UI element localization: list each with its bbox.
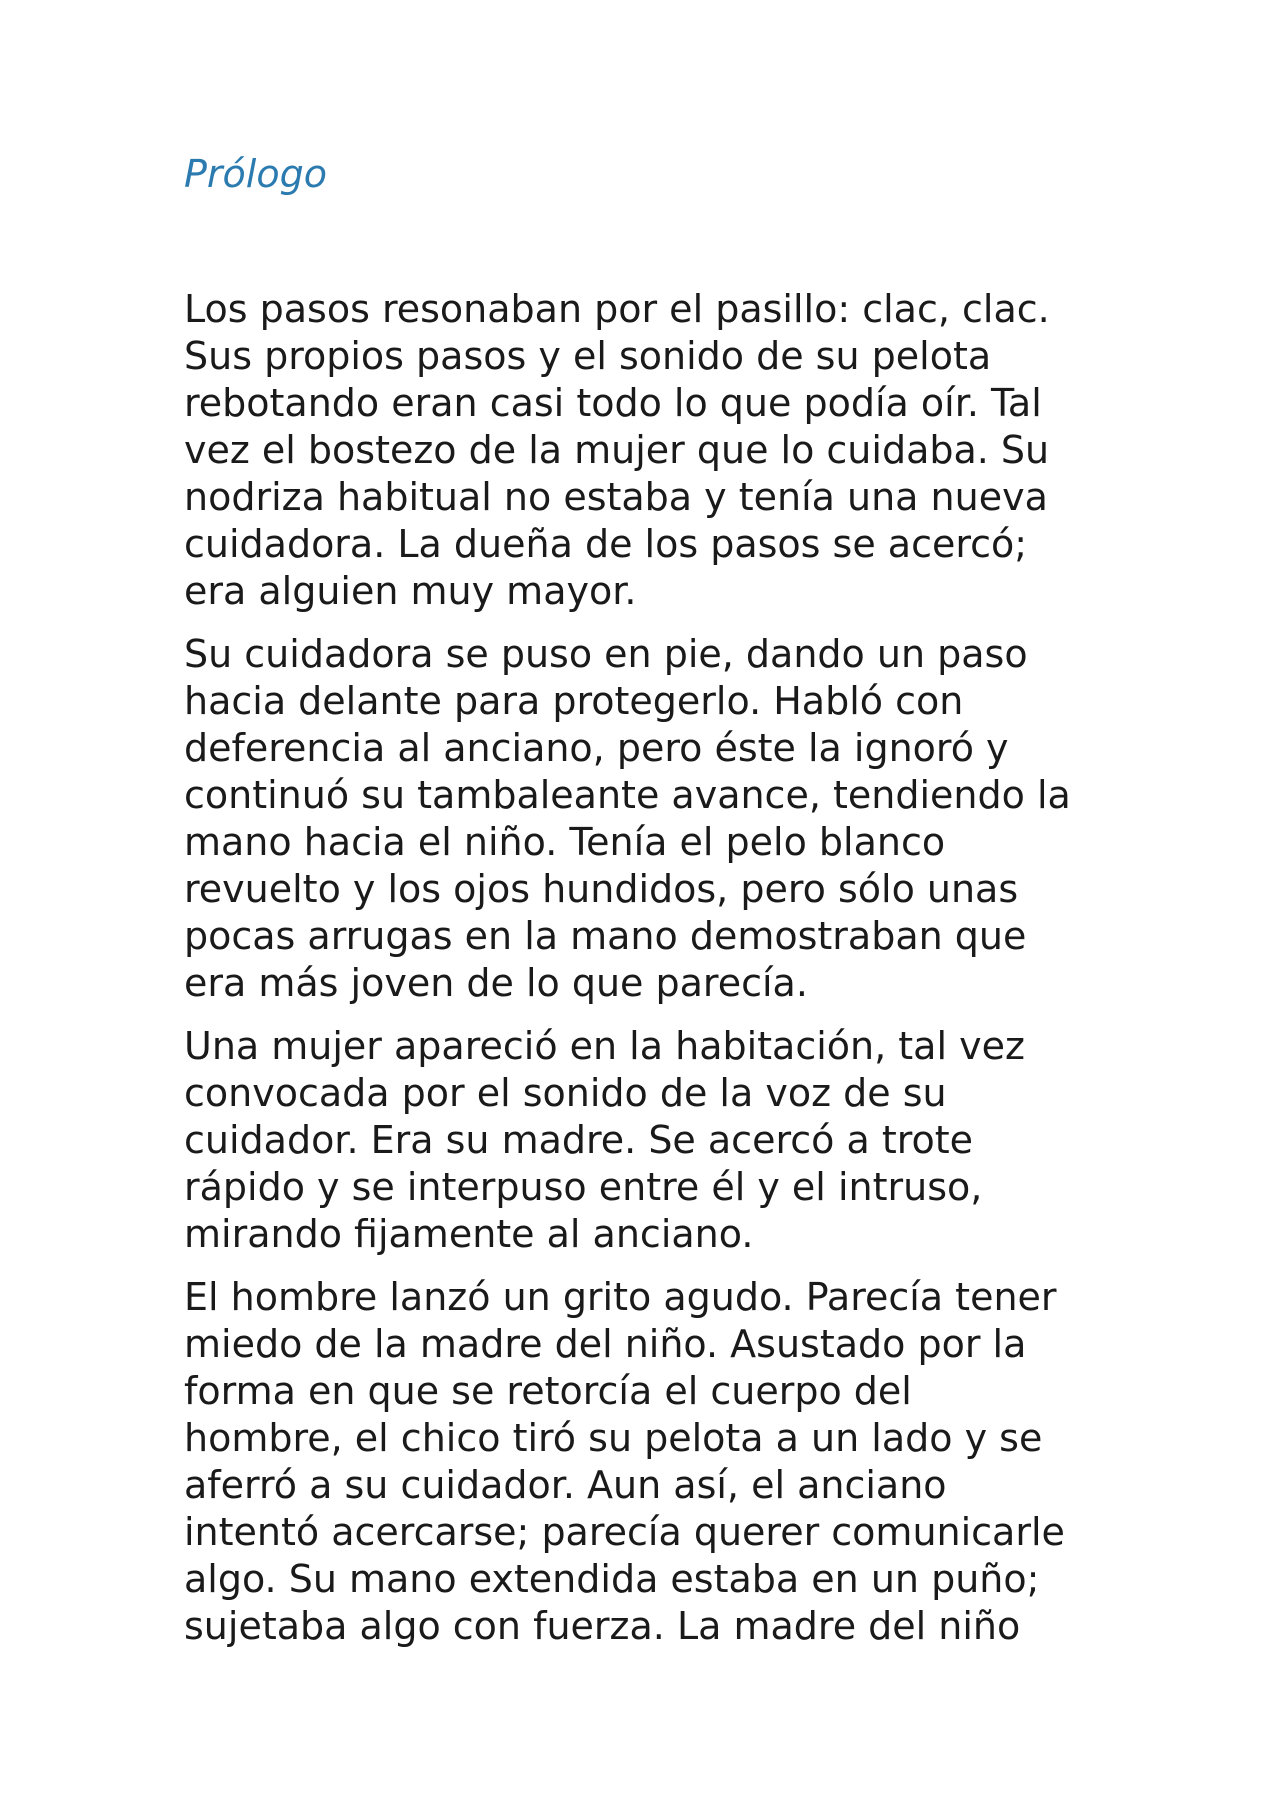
text-line: algo. Su mano extendida estaba en un puño;: [184, 1557, 1040, 1601]
text-line: era más joven de lo que parecía.: [184, 961, 808, 1005]
paragraph-3: [184, 1023, 1194, 1258]
text-line: mano hacia el niño. Tenía el pelo blanco: [184, 820, 946, 864]
chapter-body: [184, 286, 1194, 1666]
text-line: hacia delante para protegerlo. Habló con: [184, 679, 964, 723]
text-line: forma en que se retorcía el cuerpo del: [184, 1369, 912, 1413]
text-line: continuó su tambaleante avance, tendiendo la: [184, 773, 1071, 817]
text-line: vez el bostezo de la mujer que lo cuidaba. Su: [184, 428, 1050, 472]
text-line: aferró a su cuidador. Aun así, el anciano: [184, 1463, 947, 1507]
paragraph-4: [184, 1274, 1194, 1650]
text-line: rápido y se interpuso entre él y el intruso,: [184, 1165, 983, 1209]
text-line: nodriza habitual no estaba y tenía una nueva: [184, 475, 1048, 519]
chapter-title: Prólogo: [184, 152, 327, 196]
text-line: Sus propios pasos y el sonido de su pelota: [184, 334, 992, 378]
text-line: sujetaba algo con fuerza. La madre del niño: [184, 1604, 1021, 1648]
text-line: cuidador. Era su madre. Se acercó a trote: [184, 1118, 974, 1162]
text-line: Los pasos resonaban por el pasillo: clac, clac.: [184, 287, 1050, 331]
text-line: era alguien muy mayor.: [184, 569, 637, 613]
text-line: rebotando eran casi todo lo que podía oír. Tal: [184, 381, 1042, 425]
text-line: cuidadora. La dueña de los pasos se acercó;: [184, 522, 1028, 566]
text-line: deferencia al anciano, pero éste la ignoró y: [184, 726, 1009, 770]
text-line: Una mujer apareció en la habitación, tal vez: [184, 1024, 1025, 1068]
text-line: El hombre lanzó un grito agudo. Parecía tener: [184, 1275, 1057, 1319]
text-line: revuelto y los ojos hundidos, pero sólo unas: [184, 867, 1019, 911]
paragraph-2: [184, 631, 1194, 1007]
text-line: pocas arrugas en la mano demostraban que: [184, 914, 1027, 958]
text-line: Su cuidadora se puso en pie, dando un paso: [184, 632, 1028, 676]
text-line: hombre, el chico tiró su pelota a un lado y se: [184, 1416, 1043, 1460]
text-line: intentó acercarse; parecía querer comunicarle: [184, 1510, 1065, 1554]
text-line: mirando fijamente al anciano.: [184, 1212, 754, 1256]
text-line: convocada por el sonido de la voz de su: [184, 1071, 947, 1115]
paragraph-1: [184, 286, 1194, 615]
text-line: miedo de la madre del niño. Asustado por la: [184, 1322, 1027, 1366]
